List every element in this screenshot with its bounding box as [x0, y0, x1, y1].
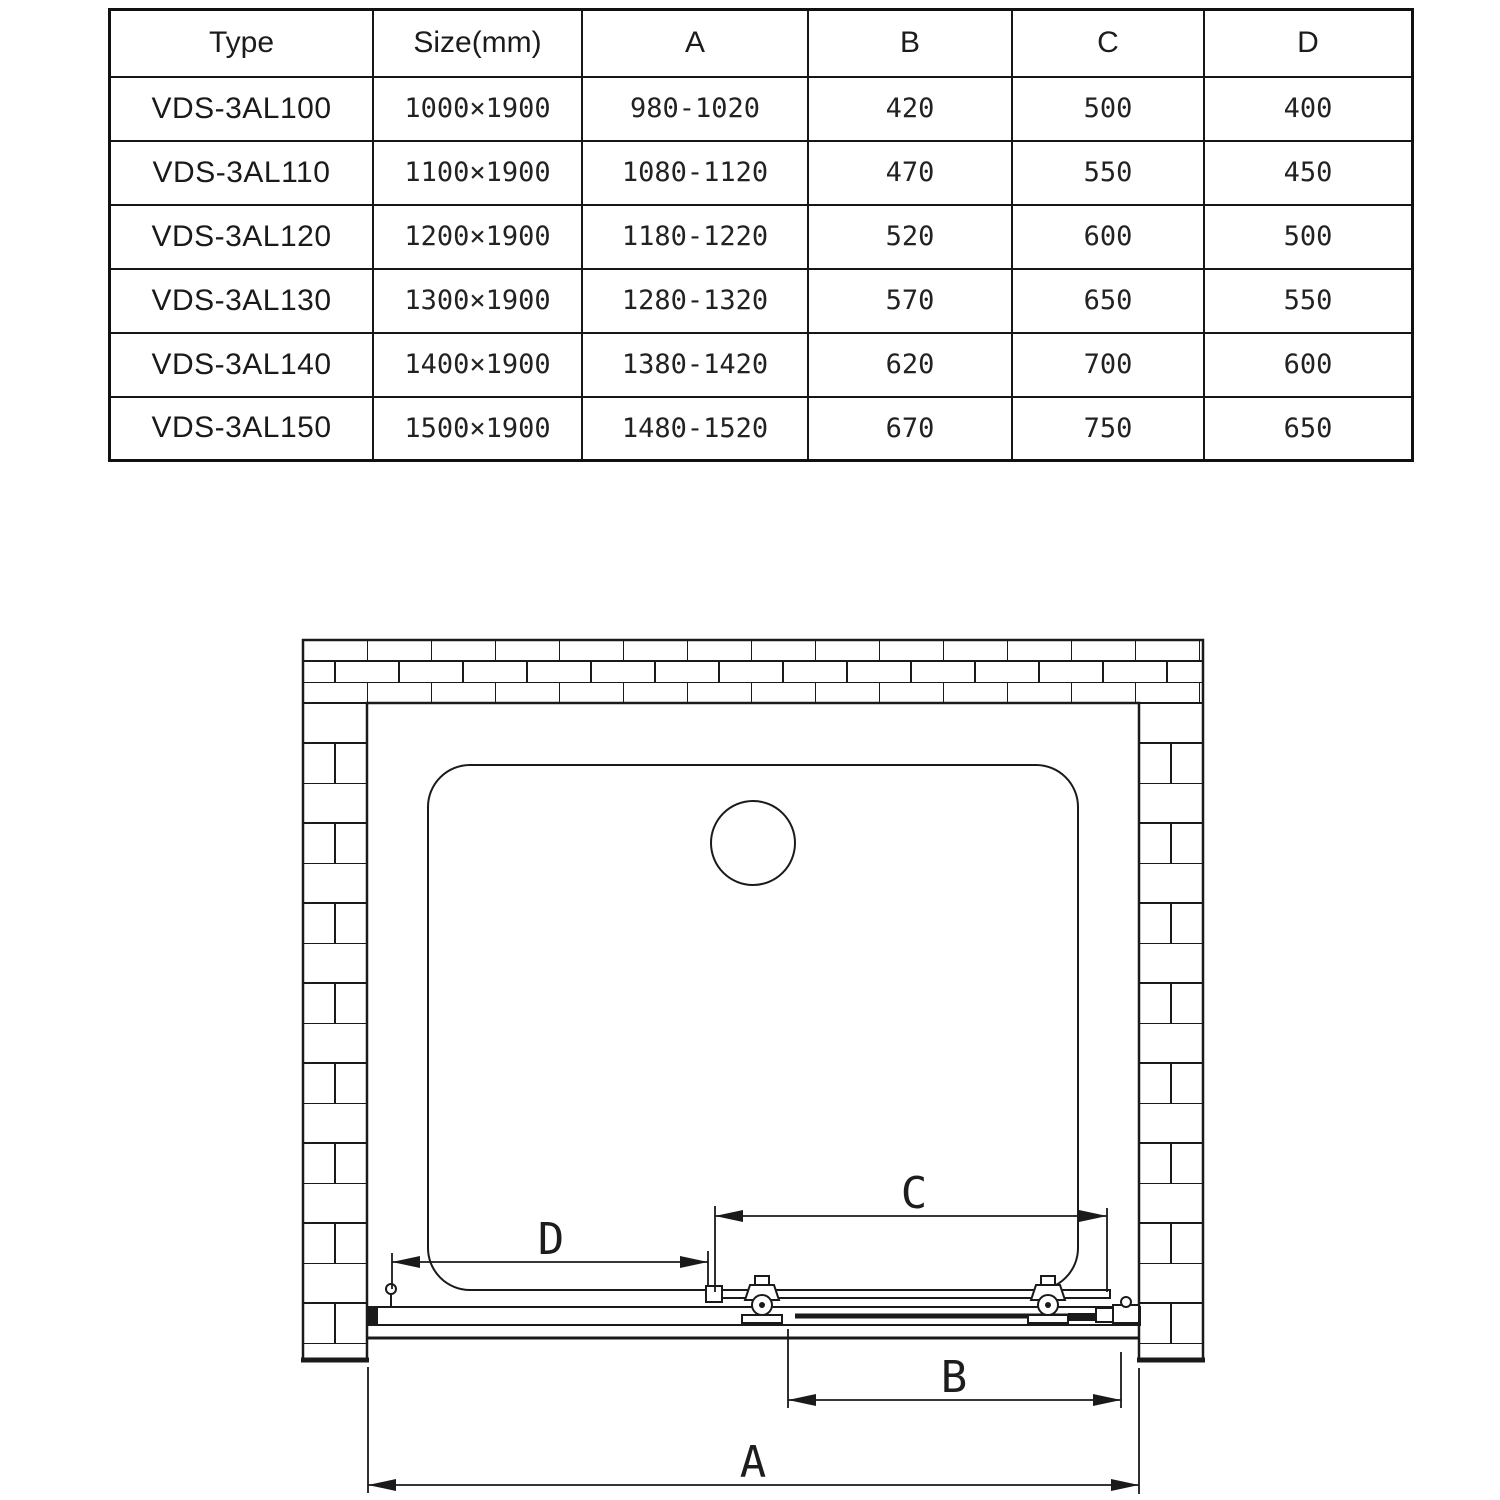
type-cell: VDS-3AL110: [110, 141, 374, 205]
value-cell: 550: [1012, 141, 1204, 205]
value-cell: 600: [1204, 333, 1413, 397]
value-cell: 750: [1012, 397, 1204, 461]
column-header: Type: [110, 10, 374, 77]
value-cell: 1200×1900: [373, 205, 582, 269]
type-cell: VDS-3AL120: [110, 205, 374, 269]
column-header: B: [808, 10, 1012, 77]
dimension-a: [368, 1367, 1139, 1494]
dim-label-a: A: [739, 1437, 767, 1488]
column-header: C: [1012, 10, 1204, 77]
fixed-glass-end-cap: [706, 1286, 722, 1302]
brick-wall-left-column: [303, 703, 367, 1360]
profile-knob-right: [1121, 1297, 1131, 1307]
column-header: D: [1204, 10, 1413, 77]
brick-wall: [301, 640, 1205, 1360]
value-cell: 1500×1900: [373, 397, 582, 461]
value-cell: 520: [808, 205, 1012, 269]
roller-left: [742, 1276, 782, 1323]
value-cell: 1400×1900: [373, 333, 582, 397]
brick-wall-top-band: [303, 640, 1203, 703]
dim-label-b: B: [940, 1352, 968, 1403]
roller-right: [1028, 1276, 1068, 1323]
value-cell: 420: [808, 77, 1012, 141]
value-cell: 1480-1520: [582, 397, 808, 461]
value-cell: 470: [808, 141, 1012, 205]
value-cell: 650: [1012, 269, 1204, 333]
drain-circle: [711, 801, 795, 885]
column-header: Size(mm): [373, 10, 582, 77]
dim-label-c: C: [900, 1168, 928, 1219]
value-cell: 570: [808, 269, 1012, 333]
value-cell: 600: [1012, 205, 1204, 269]
value-cell: 980-1020: [582, 77, 808, 141]
value-cell: 450: [1204, 141, 1413, 205]
wall-outer-outline: [303, 640, 1203, 1360]
column-header: A: [582, 10, 808, 77]
shower-tray: [428, 765, 1078, 1290]
profile-knob-left: [386, 1284, 396, 1294]
value-cell: 1080-1120: [582, 141, 808, 205]
type-cell: VDS-3AL150: [110, 397, 374, 461]
value-cell: 1100×1900: [373, 141, 582, 205]
dimension-b: [788, 1329, 1121, 1408]
value-cell: 700: [1012, 333, 1204, 397]
value-cell: 670: [808, 397, 1012, 461]
dim-label-d: D: [537, 1214, 565, 1265]
value-cell: 650: [1204, 397, 1413, 461]
value-cell: 620: [808, 333, 1012, 397]
value-cell: 1380-1420: [582, 333, 808, 397]
value-cell: 500: [1204, 205, 1413, 269]
type-cell: VDS-3AL140: [110, 333, 374, 397]
type-cell: VDS-3AL130: [110, 269, 374, 333]
value-cell: 1300×1900: [373, 269, 582, 333]
brick-wall-right-column: [1139, 703, 1203, 1360]
value-cell: 1280-1320: [582, 269, 808, 333]
dimension-c: [715, 1168, 1107, 1292]
value-cell: 1000×1900: [373, 77, 582, 141]
value-cell: 550: [1204, 269, 1413, 333]
value-cell: 500: [1012, 77, 1204, 141]
value-cell: 400: [1204, 77, 1413, 141]
type-cell: VDS-3AL100: [110, 77, 374, 141]
value-cell: 1180-1220: [582, 205, 808, 269]
